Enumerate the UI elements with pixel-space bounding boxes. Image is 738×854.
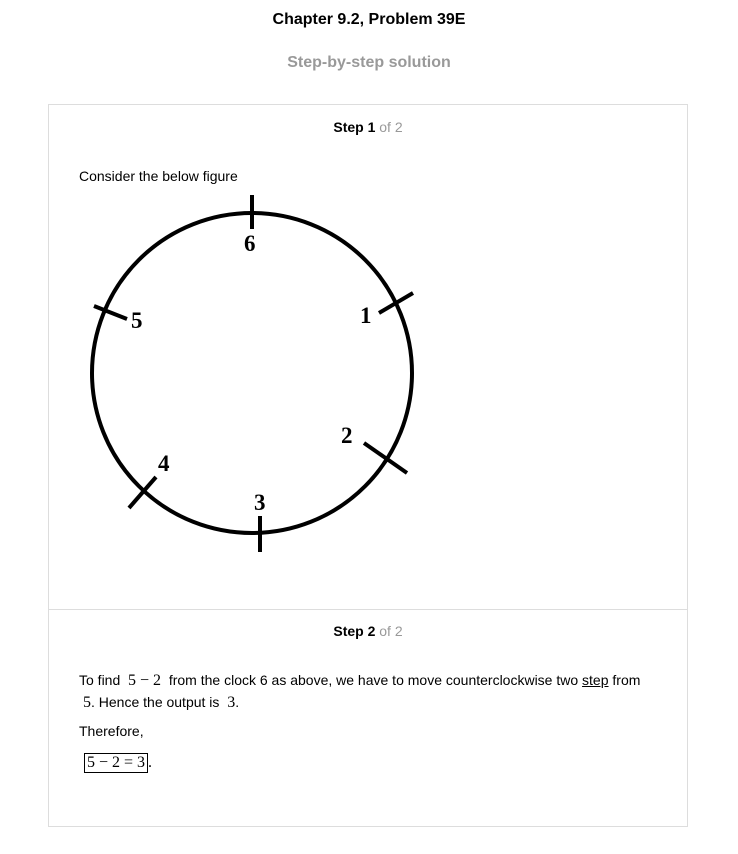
solution-card (48, 104, 688, 827)
step-1-intro: Consider the below figure (79, 168, 238, 184)
clock-circle (92, 213, 412, 533)
clock-label-1: 1 (360, 303, 372, 328)
clock-label-4: 4 (158, 451, 170, 476)
step-link[interactable]: step (582, 672, 609, 688)
page-subtitle: Step-by-step solution (287, 54, 451, 71)
answer-box: 5 − 2 = 3 (84, 753, 148, 773)
step-2-line-1 (79, 672, 640, 690)
step-2-of: of 2 (379, 623, 403, 639)
step-1-label: Step 1 (333, 119, 376, 135)
clock-figure (49, 105, 687, 609)
step-1-of: of 2 (379, 119, 403, 135)
step-2-text-b: from the clock 6 as above, we have to move counterclockwise two (168, 672, 579, 688)
step-2-text-d: . Hence the output is (91, 694, 220, 710)
step-2-text-c: from (612, 672, 641, 688)
clock-label-2: 2 (341, 423, 353, 448)
step-2-therefore: Therefore, (79, 723, 144, 739)
page-title: Chapter 9.2, Problem 39E (272, 11, 466, 28)
step-2-label: Step 2 (333, 623, 376, 639)
clock-label-3: 3 (254, 490, 266, 515)
step-2-text-e: . (235, 694, 240, 710)
step-2-math-five: 5 (83, 694, 91, 711)
step-2-answer (84, 753, 152, 773)
step-2-math-three: 3 (227, 694, 236, 711)
step-2-line-2 (83, 694, 239, 712)
step-2-text-a: To find (79, 672, 121, 688)
tick-1 (379, 293, 413, 313)
answer-tail: . (148, 754, 153, 771)
step-2-math-expr: 5 − 2 (128, 672, 162, 689)
tick-5 (94, 306, 127, 319)
tick-2 (364, 443, 407, 473)
clock-label-6: 6 (244, 231, 256, 256)
step-2-header (49, 623, 687, 639)
clock-label-5: 5 (131, 308, 143, 333)
step-divider (49, 609, 687, 610)
